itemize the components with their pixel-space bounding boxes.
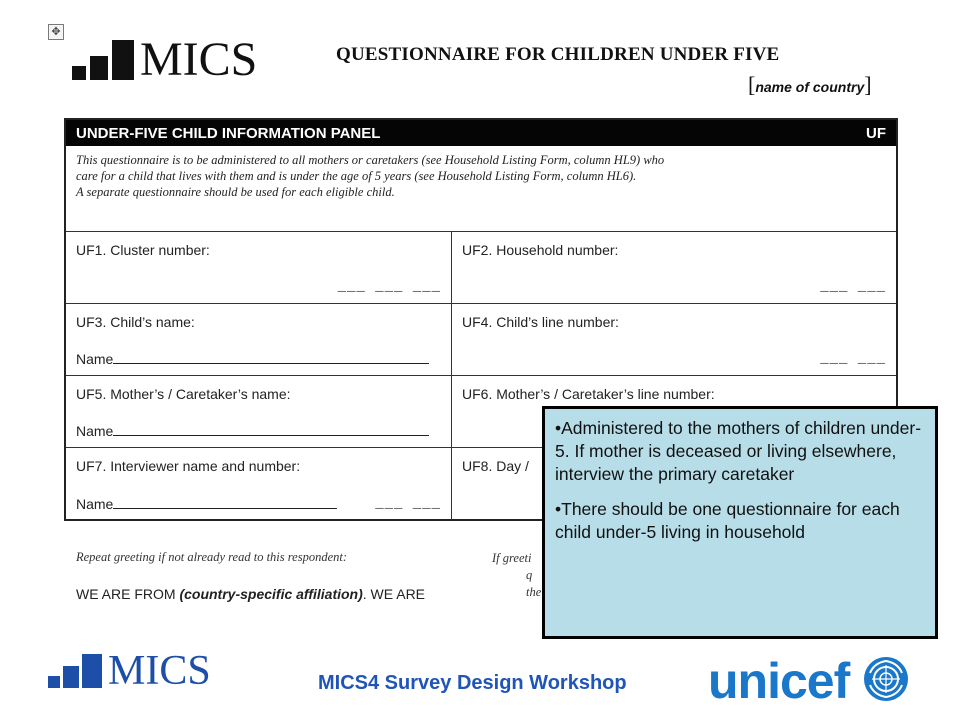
field-row [66,304,896,376]
field-uf4: UF4. Child’s line number: ___ ___ [462,314,886,367]
field-uf8: UF8. Day / [462,458,529,474]
workshop-title: MICS4 Survey Design Workshop [318,672,627,694]
field-uf6: UF6. Mother’s / Caretaker’s line number: [462,386,715,402]
mics-logo-footer [48,648,211,694]
field-row [66,232,896,304]
mics-logo-text: MICS [140,33,258,86]
panel-instructions: This questionnaire is to be administered to all mothers or caretakers (see Household Listing Form, column HL9) who care for a child that lives with them and is under the age of 5 years (see Household Listing Form, column HL6). A separate questionnaire should be used for each eligible child. [66,146,896,232]
if-greeting-note: If greeti q the [492,551,542,599]
field-uf5: UF5. Mother’s / Caretaker’s name: Name [66,376,452,447]
un-emblem-icon [862,655,910,703]
callout-bullet: •There should be one questionnaire for each child under-5 living in household [555,499,900,542]
move-handle-icon[interactable]: ✥ [48,24,64,40]
greeting-text: WE ARE FROM (country-specific affiliation). WE ARE [76,586,426,602]
mics-bars-icon [72,40,134,80]
mics-logo-top [72,33,258,86]
panel-code: UF [866,124,886,142]
panel-header [66,120,896,146]
callout-box [542,406,938,639]
repeat-greeting-note: Repeat greeting if not already read to this respondent: [76,550,348,564]
callout-bullet: •Administered to the mothers of children under-5. If mother is deceased or living elsewhere, interview the primary caretaker [555,418,922,484]
mics-bars-icon [48,654,102,688]
panel-title: UNDER-FIVE CHILD INFORMATION PANEL [76,124,381,142]
mics-footer-text: MICS [108,648,211,694]
unicef-logo-text: unicef [708,653,850,709]
field-uf3: UF3. Child’s name: Name [66,304,452,375]
country-placeholder: [name of country] [748,72,872,97]
field-uf7: UF7. Interviewer name and number: Name ___ ___ [66,448,452,520]
questionnaire-title: QUESTIONNAIRE FOR CHILDREN UNDER FIVE [336,44,780,65]
field-uf2: UF2. Household number: ___ ___ [462,242,886,295]
field-uf1: UF1. Cluster number: ___ ___ ___ [66,232,452,303]
